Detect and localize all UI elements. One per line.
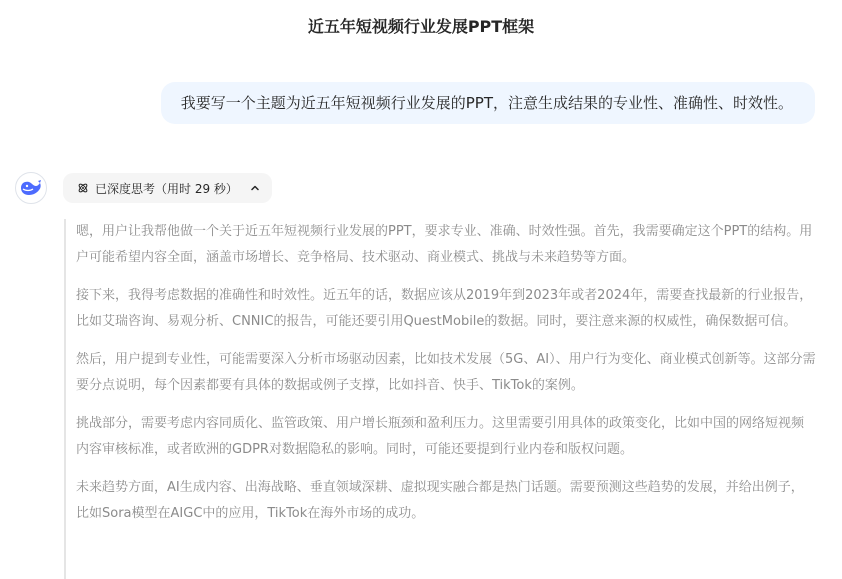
assistant-avatar bbox=[15, 172, 47, 204]
user-message-bubble: 我要写一个主题为近五年短视频行业发展的PPT，注意生成结果的专业性、准确性、时效性。 bbox=[161, 82, 815, 124]
deep-thinking-label: 已深度思考（用时 29 秒） bbox=[95, 181, 238, 196]
reasoning-paragraph: 未来趋势方面，AI生成内容、出海战略、垂直领域深耕、虚拟现实融合都是热门话题。需要预测这些趋势的发展，并给出例子，比如Sora模型在AIGC中的应用，TikTok在海外市场的成功。 bbox=[76, 480, 804, 521]
atom-icon bbox=[77, 182, 89, 194]
chevron-up-icon bbox=[250, 183, 260, 193]
page-title: 近五年短视频行业发展PPT框架 bbox=[307, 17, 535, 36]
reasoning-paragraph: 接下来，我得考虑数据的准确性和时效性。近五年的话，数据应该从2019年到2023年或者2024年，需要查找最新的行业报告，比如艾瑞咨询、易观分析、CNNIC的报告，可能还要引用QuestMobile的数据。同时，要注意来源的权威性，确保数据可信。 bbox=[76, 288, 813, 329]
reasoning-content bbox=[64, 219, 816, 579]
reasoning-paragraph: 嗯，用户让我帮他做一个关于近五年短视频行业发展的PPT，要求专业、准确、时效性强。首先，我需要确定这个PPT的结构。用户可能希望内容全面，涵盖市场增长、竞争格局、技术驱动、商业模式、挑战与未来趋势等方面。 bbox=[76, 224, 813, 265]
reasoning-paragraph: 然后，用户提到专业性，可能需要深入分析市场驱动因素，比如技术发展（5G、AI）、用户行为变化、商业模式创新等。这部分需要分点说明，每个因素都要有具体的数据或例子支撑，比如抖音、快手、TikTok的案例。 bbox=[76, 352, 816, 393]
reasoning-paragraph: 挑战部分，需要考虑内容同质化、监管政策、用户增长瓶颈和盈利压力。这里需要引用具体的政策变化，比如中国的网络短视频内容审核标准，或者欧洲的GDPR对数据隐私的影响。同时，可能还要提到行业内卷和版权问题。 bbox=[76, 416, 805, 457]
deep-thinking-toggle[interactable] bbox=[63, 173, 272, 203]
whale-logo-icon bbox=[20, 179, 42, 197]
